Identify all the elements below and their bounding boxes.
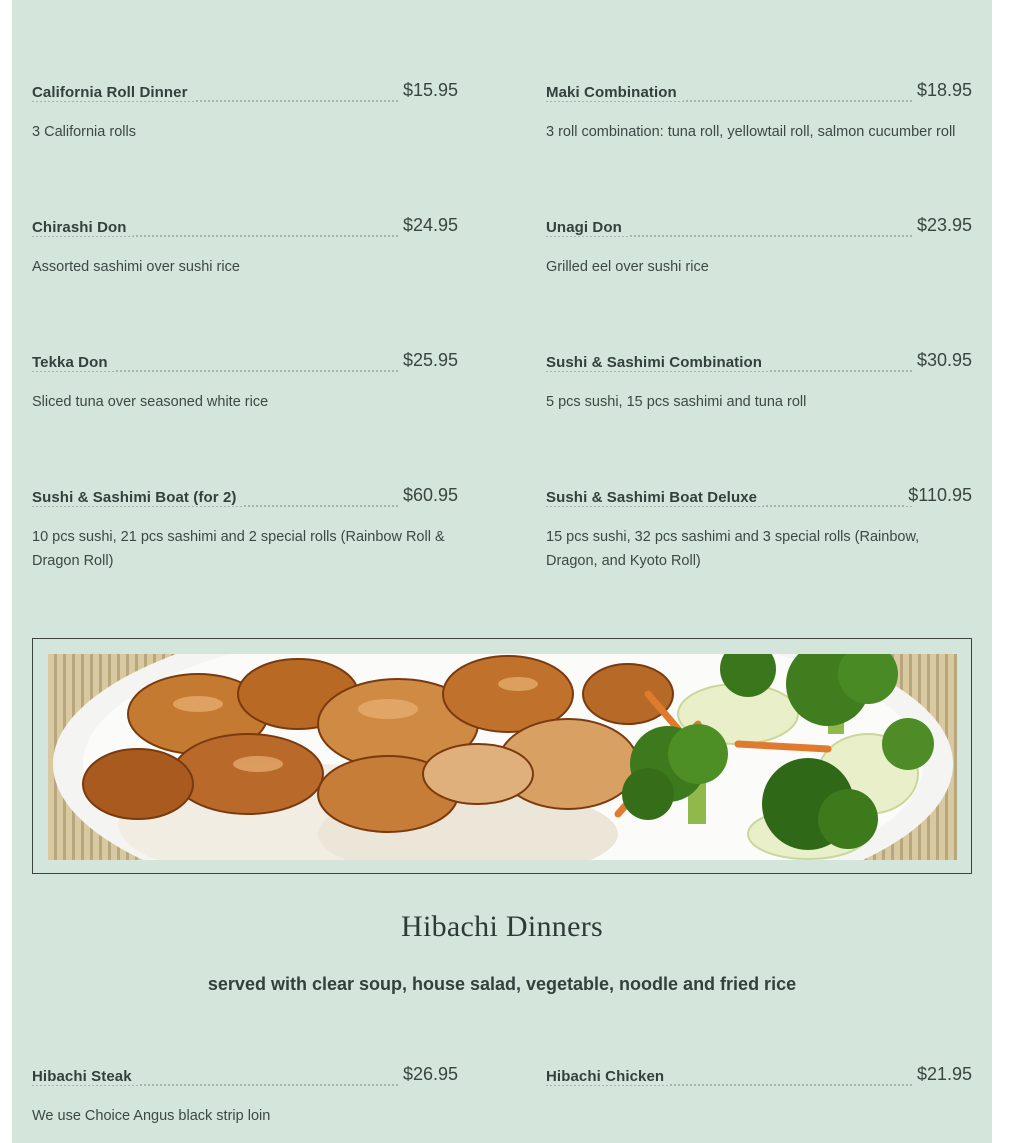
menu-item-description: We use Choice Angus black strip loin [32,1108,271,1124]
menu-item-price: $23.95 [913,215,972,236]
menu-item-description: Grilled eel over sushi rice [546,259,709,275]
menu-item [546,481,972,573]
menu-item-name: Sushi & Sashimi Combination [546,354,768,371]
menu-item [32,346,458,414]
menu-item-name: Tekka Don [32,354,114,371]
teriyaki-chicken-photo [48,654,957,860]
menu-item-name: Sushi & Sashimi Boat Deluxe [546,489,763,506]
menu-item-description: 5 pcs sushi, 15 pcs sashimi and tuna roll [546,394,807,410]
menu-item-name: Sushi & Sashimi Boat (for 2) [32,489,243,506]
menu-item [32,211,458,279]
menu-item-price: $15.95 [399,80,458,101]
menu-item [32,76,458,144]
menu-item-price: $21.95 [913,1064,972,1085]
menu-item-name: Hibachi Chicken [546,1068,670,1085]
menu-item-description: 3 California rolls [32,124,136,140]
menu-item-name: Chirashi Don [32,219,133,236]
menu-item-description: 10 pcs sushi, 21 pcs sashimi and 2 special rolls (Rainbow Roll & Dragon Roll) [32,529,445,569]
menu-item-description: 15 pcs sushi, 32 pcs sashimi and 3 special rolls (Rainbow, Dragon, and Kyoto Roll) [546,529,920,569]
menu-item-name: Hibachi Steak [32,1068,138,1085]
menu-item [546,211,972,279]
menu-item-description: Sliced tuna over seasoned white rice [32,394,269,410]
menu-item-price: $26.95 [399,1064,458,1085]
menu-item-name: Maki Combination [546,84,683,101]
food-photo-frame [32,638,972,874]
menu-item [546,76,972,144]
food-photo-illustration [48,654,957,860]
menu-item-description: 3 roll combination: tuna roll, yellowtail roll, salmon cucumber roll [546,124,956,140]
section-title: Hibachi Dinners [401,910,603,943]
menu-item-price: $24.95 [399,215,458,236]
menu-item-price: $110.95 [904,485,972,506]
menu-item-name: California Roll Dinner [32,84,194,101]
menu-item-name: Unagi Don [546,219,628,236]
menu-item [546,1060,972,1104]
section-subtitle: served with clear soup, house salad, vegetable, noodle and fried rice [207,974,797,994]
menu-item [546,346,972,414]
menu-item-price: $25.95 [399,350,458,371]
menu-item-price: $30.95 [913,350,972,371]
menu-item [32,481,458,573]
menu-item-description: Assorted sashimi over sushi rice [32,259,240,275]
menu-item [32,1060,458,1128]
menu-item-price: $60.95 [399,485,458,506]
menu-item-price: $18.95 [913,80,972,101]
